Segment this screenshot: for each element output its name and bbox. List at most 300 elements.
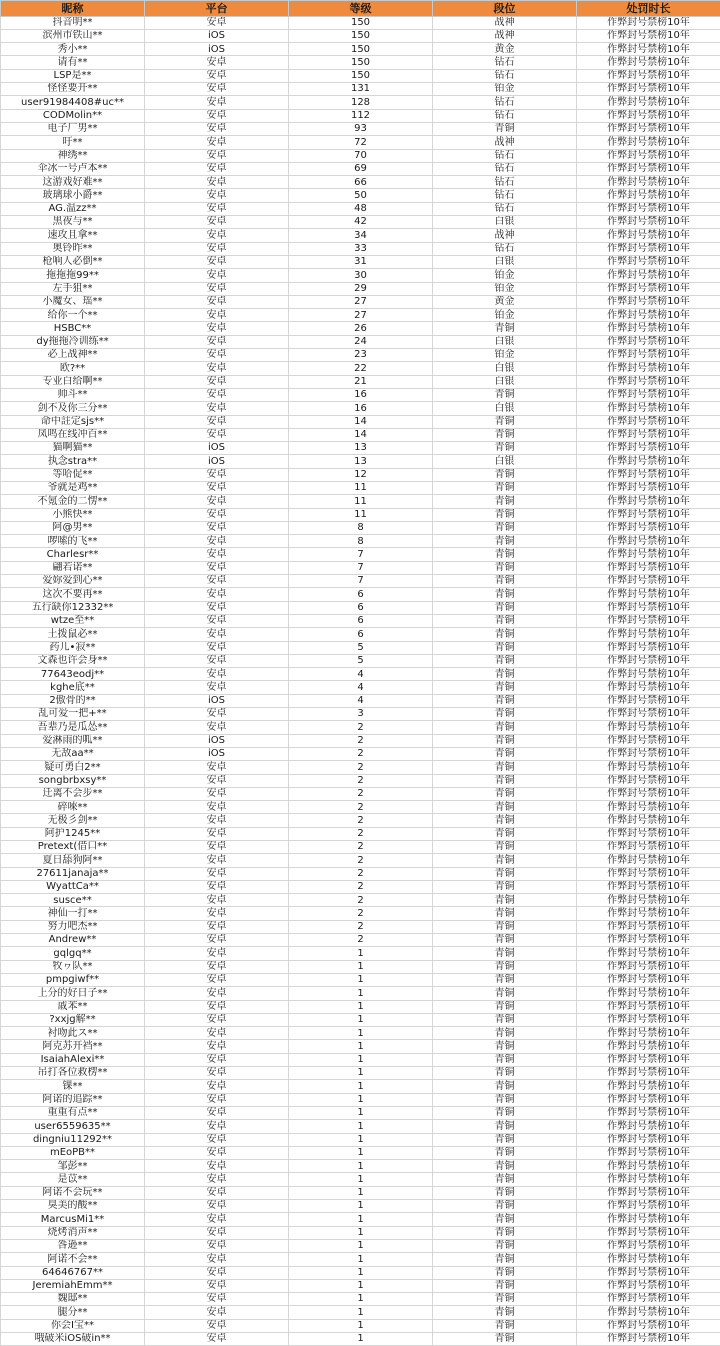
nickname-cell: 执念stra** [1, 455, 145, 468]
level-cell: 13 [289, 455, 433, 468]
nickname-cell: 衬吻此ス** [1, 1027, 145, 1040]
penalty-cell: 作弊封号禁榜10年 [577, 827, 720, 840]
rank-cell: 青铜 [433, 415, 577, 428]
platform-cell: 安卓 [145, 1306, 289, 1319]
platform-cell: 安卓 [145, 654, 289, 667]
level-cell: 7 [289, 575, 433, 588]
platform-cell: 安卓 [145, 575, 289, 588]
platform-cell: 安卓 [145, 521, 289, 534]
penalty-cell: 作弊封号禁榜10年 [577, 309, 720, 322]
level-cell: 2 [289, 867, 433, 880]
rank-cell: 青铜 [433, 388, 577, 401]
nickname-cell: 吊打各位救楞** [1, 1067, 145, 1080]
rank-cell: 青铜 [433, 495, 577, 508]
table-row [1, 973, 720, 986]
table-row [1, 535, 720, 548]
level-cell: 1 [289, 1067, 433, 1080]
platform-cell: 安卓 [145, 774, 289, 787]
platform-cell: 安卓 [145, 934, 289, 947]
platform-cell: 安卓 [145, 375, 289, 388]
platform-cell: 安卓 [145, 535, 289, 548]
nickname-cell: 戚苯** [1, 1000, 145, 1013]
nickname-cell: 专业白给啊** [1, 375, 145, 388]
nickname-cell: dingniu11292** [1, 1133, 145, 1146]
nickname-cell: 抖音明** [1, 16, 145, 29]
table-row [1, 56, 720, 69]
nickname-cell: 凤鸣在线冲百** [1, 428, 145, 441]
rank-cell: 青铜 [433, 614, 577, 627]
nickname-cell: 努力吧杰** [1, 920, 145, 933]
platform-cell: 安卓 [145, 614, 289, 627]
level-cell: 1 [289, 1160, 433, 1173]
platform-cell: 安卓 [145, 973, 289, 986]
platform-cell: iOS [145, 747, 289, 760]
rank-cell: 战神 [433, 229, 577, 242]
penalty-cell: 作弊封号禁榜10年 [577, 947, 720, 960]
table-row [1, 1200, 720, 1213]
level-cell: 11 [289, 481, 433, 494]
rank-cell: 青铜 [433, 880, 577, 893]
platform-cell: 安卓 [145, 1000, 289, 1013]
nickname-cell: 文森也许会身** [1, 654, 145, 667]
penalty-cell: 作弊封号禁榜10年 [577, 747, 720, 760]
nickname-cell: Pretext(借口** [1, 841, 145, 854]
penalty-cell: 作弊封号禁榜10年 [577, 229, 720, 242]
penalty-cell: 作弊封号禁榜10年 [577, 841, 720, 854]
rank-cell: 青铜 [433, 1293, 577, 1306]
platform-cell: 安卓 [145, 947, 289, 960]
table-row [1, 614, 720, 627]
level-cell: 2 [289, 747, 433, 760]
rank-cell: 黄金 [433, 295, 577, 308]
level-cell: 2 [289, 934, 433, 947]
table-row [1, 774, 720, 787]
penalty-cell: 作弊封号禁榜10年 [577, 668, 720, 681]
table-row [1, 149, 720, 162]
rank-cell: 战神 [433, 16, 577, 29]
table-row [1, 894, 720, 907]
rank-cell: 青铜 [433, 960, 577, 973]
rank-cell: 青铜 [433, 841, 577, 854]
table-row [1, 920, 720, 933]
level-cell: 72 [289, 136, 433, 149]
rank-cell: 青铜 [433, 947, 577, 960]
platform-cell: 安卓 [145, 1200, 289, 1213]
rank-cell: 青铜 [433, 641, 577, 654]
rank-cell: 青铜 [433, 801, 577, 814]
nickname-cell: 阿诺的追踪** [1, 1093, 145, 1106]
nickname-cell: 魏邸** [1, 1293, 145, 1306]
penalty-cell: 作弊封号禁榜10年 [577, 1093, 720, 1106]
nickname-cell: AG.温zz** [1, 202, 145, 215]
rank-cell: 青铜 [433, 1253, 577, 1266]
rank-cell: 青铜 [433, 1120, 577, 1133]
table-row [1, 668, 720, 681]
platform-cell: 安卓 [145, 894, 289, 907]
penalty-cell: 作弊封号禁榜10年 [577, 349, 720, 362]
table-row [1, 136, 720, 149]
rank-cell: 青铜 [433, 601, 577, 614]
level-cell: 1 [289, 1000, 433, 1013]
level-cell: 13 [289, 442, 433, 455]
table-body [1, 16, 720, 1346]
platform-cell: 安卓 [145, 1173, 289, 1186]
level-cell: 1 [289, 1253, 433, 1266]
nickname-cell: kghe底** [1, 681, 145, 694]
nickname-cell: IsaiahAlexi** [1, 1053, 145, 1066]
penalty-cell: 作弊封号禁榜10年 [577, 1279, 720, 1292]
platform-cell: 安卓 [145, 548, 289, 561]
nickname-cell: 必上战神** [1, 349, 145, 362]
level-cell: 1 [289, 1093, 433, 1106]
header-level: 等级 [289, 1, 433, 17]
level-cell: 1 [289, 1146, 433, 1159]
table-row [1, 880, 720, 893]
level-cell: 66 [289, 176, 433, 189]
rank-cell: 青铜 [433, 894, 577, 907]
nickname-cell: 翩若诺** [1, 561, 145, 574]
nickname-cell: 给你一个** [1, 309, 145, 322]
penalty-cell: 作弊封号禁榜10年 [577, 654, 720, 667]
level-cell: 2 [289, 880, 433, 893]
penalty-cell: 作弊封号禁榜10年 [577, 1000, 720, 1013]
penalty-cell: 作弊封号禁榜10年 [577, 601, 720, 614]
nickname-cell: 迁离不会步** [1, 787, 145, 800]
platform-cell: 安卓 [145, 176, 289, 189]
penalty-cell: 作弊封号禁榜10年 [577, 1120, 720, 1133]
penalty-cell: 作弊封号禁榜10年 [577, 216, 720, 229]
platform-cell: 安卓 [145, 1239, 289, 1252]
level-cell: 5 [289, 641, 433, 654]
nickname-cell: 吁** [1, 136, 145, 149]
table-row [1, 1173, 720, 1186]
level-cell: 14 [289, 415, 433, 428]
rank-cell: 青铜 [433, 1306, 577, 1319]
platform-cell: 安卓 [145, 1133, 289, 1146]
level-cell: 1 [289, 1226, 433, 1239]
penalty-cell: 作弊封号禁榜10年 [577, 774, 720, 787]
penalty-cell: 作弊封号禁榜10年 [577, 1226, 720, 1239]
rank-cell: 青铜 [433, 1146, 577, 1159]
level-cell: 2 [289, 854, 433, 867]
nickname-cell: HSBC** [1, 322, 145, 335]
penalty-cell: 作弊封号禁榜10年 [577, 801, 720, 814]
rank-cell: 青铜 [433, 1013, 577, 1026]
platform-cell: 安卓 [145, 295, 289, 308]
table-row [1, 508, 720, 521]
penalty-cell: 作弊封号禁榜10年 [577, 521, 720, 534]
level-cell: 1 [289, 947, 433, 960]
platform-cell: 安卓 [145, 867, 289, 880]
rank-cell: 铂金 [433, 83, 577, 96]
table-row [1, 282, 720, 295]
nickname-cell: 邹彭** [1, 1160, 145, 1173]
rank-cell: 青铜 [433, 1200, 577, 1213]
nickname-cell: 土拨鼠必** [1, 628, 145, 641]
level-cell: 2 [289, 907, 433, 920]
penalty-cell: 作弊封号禁榜10年 [577, 1239, 720, 1252]
table-row [1, 641, 720, 654]
nickname-cell: Andrew** [1, 934, 145, 947]
platform-cell: 安卓 [145, 668, 289, 681]
table-row [1, 694, 720, 707]
penalty-cell: 作弊封号禁榜10年 [577, 495, 720, 508]
table-row [1, 1293, 720, 1306]
level-cell: 131 [289, 83, 433, 96]
platform-cell: 安卓 [145, 814, 289, 827]
platform-cell: 安卓 [145, 641, 289, 654]
nickname-cell: songbrbxsy** [1, 774, 145, 787]
level-cell: 50 [289, 189, 433, 202]
penalty-cell: 作弊封号禁榜10年 [577, 1332, 720, 1345]
table-row [1, 322, 720, 335]
table-row [1, 1186, 720, 1199]
table-row [1, 1239, 720, 1252]
table-row [1, 109, 720, 122]
penalty-cell: 作弊封号禁榜10年 [577, 854, 720, 867]
penalty-cell: 作弊封号禁榜10年 [577, 1319, 720, 1332]
table-row [1, 1093, 720, 1106]
table-row [1, 255, 720, 268]
platform-cell: 安卓 [145, 561, 289, 574]
table-row [1, 987, 720, 1000]
penalty-cell: 作弊封号禁榜10年 [577, 708, 720, 721]
table-row [1, 176, 720, 189]
platform-cell: 安卓 [145, 282, 289, 295]
table-row [1, 388, 720, 401]
rank-cell: 青铜 [433, 1239, 577, 1252]
platform-cell: 安卓 [145, 1279, 289, 1292]
nickname-cell: 神仙一打** [1, 907, 145, 920]
penalty-cell: 作弊封号禁榜10年 [577, 880, 720, 893]
level-cell: 1 [289, 1293, 433, 1306]
platform-cell: iOS [145, 43, 289, 56]
penalty-cell: 作弊封号禁榜10年 [577, 1213, 720, 1226]
platform-cell: 安卓 [145, 335, 289, 348]
table-row [1, 428, 720, 441]
nickname-cell: wtze至** [1, 614, 145, 627]
penalty-cell: 作弊封号禁榜10年 [577, 1106, 720, 1119]
table-row [1, 947, 720, 960]
nickname-cell: ?xxjg解** [1, 1013, 145, 1026]
table-row [1, 934, 720, 947]
rank-cell: 青铜 [433, 1133, 577, 1146]
level-cell: 29 [289, 282, 433, 295]
level-cell: 1 [289, 1120, 433, 1133]
table-row [1, 681, 720, 694]
penalty-cell: 作弊封号禁榜10年 [577, 468, 720, 481]
penalty-cell: 作弊封号禁榜10年 [577, 428, 720, 441]
platform-cell: iOS [145, 694, 289, 707]
table-row [1, 1080, 720, 1093]
platform-cell: 安卓 [145, 309, 289, 322]
platform-cell: 安卓 [145, 83, 289, 96]
table-row [1, 801, 720, 814]
rank-cell: 铂金 [433, 282, 577, 295]
rank-cell: 青铜 [433, 535, 577, 548]
header-penalty: 处罚时长 [577, 1, 720, 17]
level-cell: 2 [289, 841, 433, 854]
penalty-cell: 作弊封号禁榜10年 [577, 548, 720, 561]
level-cell: 1 [289, 1080, 433, 1093]
rank-cell: 青铜 [433, 654, 577, 667]
penalty-cell: 作弊封号禁榜10年 [577, 721, 720, 734]
nickname-cell: 烧烤消声** [1, 1226, 145, 1239]
level-cell: 11 [289, 495, 433, 508]
level-cell: 128 [289, 96, 433, 109]
penalty-cell: 作弊封号禁榜10年 [577, 442, 720, 455]
platform-cell: 安卓 [145, 1226, 289, 1239]
level-cell: 6 [289, 588, 433, 601]
level-cell: 150 [289, 43, 433, 56]
table-row [1, 628, 720, 641]
nickname-cell: 这次不要再** [1, 588, 145, 601]
rank-cell: 青铜 [433, 747, 577, 760]
nickname-cell: 黑夜与** [1, 216, 145, 229]
platform-cell: 安卓 [145, 481, 289, 494]
level-cell: 48 [289, 202, 433, 215]
table-row [1, 83, 720, 96]
platform-cell: iOS [145, 29, 289, 42]
level-cell: 1 [289, 1027, 433, 1040]
nickname-cell: 速攻且拿** [1, 229, 145, 242]
nickname-cell: 啰嗦的飞** [1, 535, 145, 548]
rank-cell: 青铜 [433, 1266, 577, 1279]
table-row [1, 654, 720, 667]
level-cell: 150 [289, 29, 433, 42]
penalty-cell: 作弊封号禁榜10年 [577, 415, 720, 428]
nickname-cell: 重重有点** [1, 1106, 145, 1119]
platform-cell: 安卓 [145, 1332, 289, 1345]
penalty-cell: 作弊封号禁榜10年 [577, 481, 720, 494]
table-row [1, 761, 720, 774]
penalty-cell: 作弊封号禁榜10年 [577, 614, 720, 627]
rank-cell: 青铜 [433, 322, 577, 335]
level-cell: 12 [289, 468, 433, 481]
nickname-cell: user6559635** [1, 1120, 145, 1133]
table-row [1, 827, 720, 840]
table-row [1, 787, 720, 800]
penalty-cell: 作弊封号禁榜10年 [577, 694, 720, 707]
table-row [1, 1319, 720, 1332]
rank-cell: 钻石 [433, 109, 577, 122]
level-cell: 112 [289, 109, 433, 122]
platform-cell: iOS [145, 734, 289, 747]
penalty-cell: 作弊封号禁榜10年 [577, 455, 720, 468]
nickname-cell: 请有** [1, 56, 145, 69]
table-row [1, 521, 720, 534]
level-cell: 2 [289, 734, 433, 747]
penalty-cell: 作弊封号禁榜10年 [577, 322, 720, 335]
penalty-cell: 作弊封号禁榜10年 [577, 388, 720, 401]
nickname-cell: 滨州市铁山** [1, 29, 145, 42]
level-cell: 24 [289, 335, 433, 348]
level-cell: 8 [289, 535, 433, 548]
penalty-cell: 作弊封号禁榜10年 [577, 1160, 720, 1173]
rank-cell: 青铜 [433, 668, 577, 681]
nickname-cell: 阿@男** [1, 521, 145, 534]
level-cell: 1 [289, 1200, 433, 1213]
header-nickname: 昵称 [1, 1, 145, 17]
platform-cell: 安卓 [145, 761, 289, 774]
penalty-cell: 作弊封号禁榜10年 [577, 1133, 720, 1146]
rank-cell: 青铜 [433, 588, 577, 601]
rank-cell: 青铜 [433, 721, 577, 734]
table-row [1, 734, 720, 747]
table-row [1, 721, 720, 734]
level-cell: 70 [289, 149, 433, 162]
rank-cell: 铂金 [433, 349, 577, 362]
rank-cell: 青铜 [433, 442, 577, 455]
rank-cell: 黄金 [433, 43, 577, 56]
nickname-cell: 不氪金的二愣** [1, 495, 145, 508]
rank-cell: 钻石 [433, 202, 577, 215]
table-row [1, 415, 720, 428]
table-row [1, 1013, 720, 1026]
table-row [1, 1133, 720, 1146]
platform-cell: 安卓 [145, 708, 289, 721]
table-row [1, 814, 720, 827]
nickname-cell: 吾辈乃是瓜怂** [1, 721, 145, 734]
penalty-cell: 作弊封号禁榜10年 [577, 787, 720, 800]
nickname-cell: 电子厂男** [1, 122, 145, 135]
platform-cell: 安卓 [145, 1013, 289, 1026]
penalty-cell: 作弊封号禁榜10年 [577, 907, 720, 920]
level-cell: 2 [289, 814, 433, 827]
platform-cell: 安卓 [145, 362, 289, 375]
nickname-cell: LSP是** [1, 69, 145, 82]
nickname-cell: MarcusMi1** [1, 1213, 145, 1226]
nickname-cell: 伞冰一号卢本** [1, 162, 145, 175]
level-cell: 27 [289, 309, 433, 322]
nickname-cell: susce** [1, 894, 145, 907]
rank-cell: 青铜 [433, 1319, 577, 1332]
platform-cell: 安卓 [145, 428, 289, 441]
nickname-cell: 这游戏好难** [1, 176, 145, 189]
nickname-cell: user91984408#uc** [1, 96, 145, 109]
platform-cell: 安卓 [145, 920, 289, 933]
penalty-cell: 作弊封号禁榜10年 [577, 973, 720, 986]
table-row [1, 1040, 720, 1053]
platform-cell: 安卓 [145, 1293, 289, 1306]
platform-cell: 安卓 [145, 801, 289, 814]
rank-cell: 青铜 [433, 1279, 577, 1292]
platform-cell: 安卓 [145, 1106, 289, 1119]
rank-cell: 青铜 [433, 920, 577, 933]
platform-cell: 安卓 [145, 149, 289, 162]
rank-cell: 青铜 [433, 575, 577, 588]
penalty-cell: 作弊封号禁榜10年 [577, 1266, 720, 1279]
level-cell: 4 [289, 681, 433, 694]
table-row [1, 1146, 720, 1159]
table-row [1, 1279, 720, 1292]
penalty-cell: 作弊封号禁榜10年 [577, 295, 720, 308]
penalty-cell: 作弊封号禁榜10年 [577, 1293, 720, 1306]
platform-cell: 安卓 [145, 269, 289, 282]
penalty-cell: 作弊封号禁榜10年 [577, 761, 720, 774]
penalty-cell: 作弊封号禁榜10年 [577, 43, 720, 56]
header-row [1, 1, 720, 17]
rank-cell: 青铜 [433, 774, 577, 787]
nickname-cell: 左手狙** [1, 282, 145, 295]
table-row [1, 1253, 720, 1266]
level-cell: 1 [289, 1053, 433, 1066]
platform-cell: 安卓 [145, 1120, 289, 1133]
level-cell: 7 [289, 548, 433, 561]
nickname-cell: 臭美的酸** [1, 1200, 145, 1213]
nickname-cell: 无极彡剑** [1, 814, 145, 827]
table-header [1, 1, 720, 17]
